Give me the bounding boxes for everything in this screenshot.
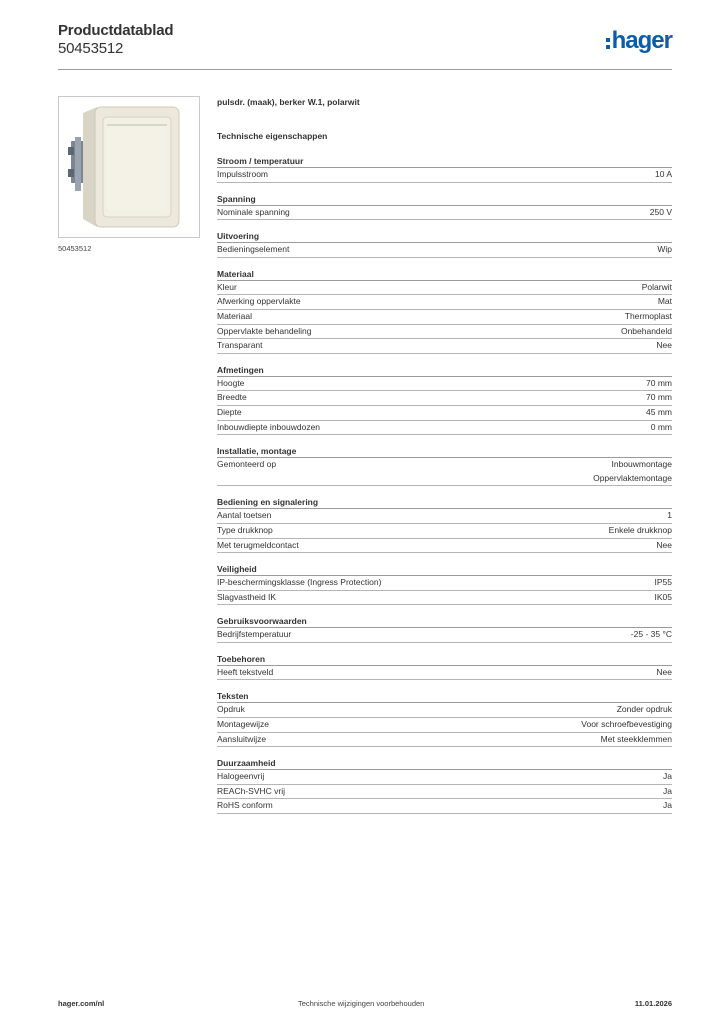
property-row <box>217 524 672 539</box>
property-value <box>657 243 672 257</box>
footer-website: hager.com/nl <box>58 999 105 1008</box>
property-section <box>217 193 672 221</box>
property-value <box>663 785 672 799</box>
property-row <box>217 168 672 183</box>
property-value-line: Onbehandeld <box>620 325 672 336</box>
property-label: IP-beschermingsklasse (Ingress Protection) <box>217 577 382 588</box>
property-row <box>217 785 672 800</box>
property-value <box>609 524 672 538</box>
property-value-line: 1 <box>667 510 672 521</box>
property-value <box>581 718 672 732</box>
property-label: Type drukknop <box>217 524 273 535</box>
property-label: Aansluitwijze <box>217 733 267 744</box>
property-label: Gemonteerd op <box>217 459 277 470</box>
property-value <box>625 310 672 324</box>
property-row <box>217 539 672 554</box>
property-label: Bedrijfstemperatuur <box>217 629 292 640</box>
property-label: Slagvastheid IK <box>217 591 277 602</box>
property-value <box>601 733 672 747</box>
property-value-line: Oppervlaktemontage <box>593 472 672 483</box>
logo-wordmark: hager <box>611 27 672 54</box>
section-title: Afmetingen <box>217 364 672 377</box>
property-label: Materiaal <box>217 310 252 321</box>
property-section <box>217 690 672 747</box>
property-label: Bedieningselement <box>217 244 290 255</box>
property-value <box>658 295 672 309</box>
property-value-line: Voor schroefbevestiging <box>581 719 672 730</box>
push-button-switch-illustration <box>59 97 201 239</box>
product-image <box>58 96 200 238</box>
property-value-line: Thermoplast <box>624 310 672 321</box>
property-value <box>646 391 672 405</box>
product-content <box>217 95 672 814</box>
property-section <box>217 445 672 486</box>
property-value-line: Ja <box>663 785 672 796</box>
property-value <box>663 770 672 784</box>
logo-dots-icon <box>606 38 610 49</box>
property-row <box>217 406 672 421</box>
property-value <box>656 666 672 680</box>
property-section <box>217 230 672 258</box>
property-value-line: Polarwit <box>641 281 672 292</box>
section-title: Duurzaamheid <box>217 757 672 770</box>
property-value-line: Zonder opdruk <box>616 704 672 715</box>
property-row <box>217 295 672 310</box>
property-label: Impulsstroom <box>217 169 269 179</box>
property-label: Kleur <box>217 281 237 292</box>
property-section <box>217 615 672 643</box>
technical-properties-title: Technische eigenschappen <box>217 131 328 141</box>
property-row <box>217 391 672 406</box>
property-label: Heeft tekstveld <box>217 666 274 677</box>
property-label: Oppervlakte behandeling <box>217 325 312 336</box>
property-value-line: Met steekklemmen <box>600 733 672 744</box>
property-value <box>655 576 673 590</box>
property-value-line: IK05 <box>654 591 672 602</box>
property-value-line: 10 A <box>654 169 672 179</box>
property-value-line: Nee <box>656 340 672 351</box>
property-row <box>217 628 672 643</box>
property-row <box>217 703 672 718</box>
section-title: Spanning <box>217 193 672 206</box>
property-value-line: Ja <box>663 771 672 782</box>
property-row <box>217 339 672 354</box>
property-value-line: Enkele drukknop <box>608 524 672 535</box>
property-value <box>621 325 672 339</box>
product-number: 50453512 <box>58 40 124 57</box>
property-value <box>593 458 672 485</box>
property-value-line: Nee <box>656 539 672 550</box>
property-section <box>217 364 672 435</box>
property-value-line: 250 V <box>649 206 672 217</box>
property-value-line: Wip <box>657 244 672 255</box>
property-row <box>217 458 672 486</box>
property-section <box>217 496 672 553</box>
property-value-line: IP55 <box>654 577 672 588</box>
property-value <box>655 168 672 182</box>
property-value-line: 70 mm <box>646 392 672 403</box>
section-title: Toebehoren <box>217 653 672 666</box>
property-section <box>217 563 672 605</box>
property-value <box>646 377 672 391</box>
property-label: REACh-SVHC vrij <box>217 785 286 796</box>
property-row <box>217 733 672 748</box>
product-description: pulsdr. (maak), berker W.1, polarwit <box>217 97 360 107</box>
property-label: Montagewijze <box>217 719 269 730</box>
property-section <box>217 155 672 183</box>
image-caption: 50453512 <box>58 244 92 253</box>
property-value-line: -25 - 35 °C <box>630 629 672 640</box>
property-row <box>217 509 672 524</box>
property-value <box>667 509 672 523</box>
property-row <box>217 377 672 392</box>
property-row <box>217 591 672 606</box>
property-value <box>642 281 672 295</box>
section-title: Gebruiksvoorwaarden <box>217 615 672 628</box>
property-row <box>217 666 672 681</box>
section-title: Teksten <box>217 690 672 703</box>
property-section <box>217 268 672 354</box>
property-label: Nominale spanning <box>217 206 290 217</box>
section-title: Installatie, montage <box>217 445 672 458</box>
property-row <box>217 281 672 296</box>
property-label: Hoogte <box>217 377 245 388</box>
property-row <box>217 718 672 733</box>
property-section <box>217 757 672 814</box>
property-label: Aantal toetsen <box>217 510 272 521</box>
property-value-line: Nee <box>656 666 672 677</box>
property-label: Halogeenvrij <box>217 771 265 782</box>
property-label: Met terugmeldcontact <box>217 539 299 550</box>
property-value-line: 0 mm <box>650 421 672 432</box>
property-value-line: Ja <box>663 800 672 811</box>
section-title: Bediening en signalering <box>217 496 672 509</box>
property-value <box>650 206 672 220</box>
property-value <box>646 406 672 420</box>
property-value-line: Mat <box>657 296 672 307</box>
property-value <box>651 421 672 435</box>
property-label: Opdruk <box>217 704 245 715</box>
property-label: Diepte <box>217 406 242 417</box>
property-label: Inbouwdiepte inbouwdozen <box>217 421 321 432</box>
property-label: Afwerking oppervlakte <box>217 296 301 307</box>
section-title: Veiligheid <box>217 563 672 576</box>
page-header <box>58 20 672 70</box>
section-title: Uitvoering <box>217 230 672 243</box>
hager-logo <box>606 28 672 54</box>
property-label: Transparant <box>217 340 263 351</box>
property-row <box>217 325 672 340</box>
property-row <box>217 799 672 814</box>
property-value-line: 45 mm <box>646 406 672 417</box>
property-row <box>217 310 672 325</box>
footer-disclaimer: Technische wijzigingen voorbehouden <box>298 999 425 1008</box>
properties-sections <box>217 155 672 814</box>
footer-date: 11.01.2026 <box>634 999 672 1008</box>
property-label: Breedte <box>217 392 247 403</box>
property-row <box>217 421 672 436</box>
property-value <box>663 799 672 813</box>
property-row <box>217 206 672 221</box>
property-value <box>631 628 672 642</box>
document-title: Productdatablad <box>58 22 174 39</box>
property-value-line: 70 mm <box>646 377 672 388</box>
property-value <box>617 703 672 717</box>
property-value <box>655 591 673 605</box>
property-value <box>656 339 672 353</box>
property-section <box>217 653 672 681</box>
property-row <box>217 576 672 591</box>
section-title: Stroom / temperatuur <box>217 155 672 168</box>
section-title: Materiaal <box>217 268 672 281</box>
property-label: RoHS conform <box>217 800 273 811</box>
property-row <box>217 770 672 785</box>
property-value-line: Inbouwmontage <box>611 459 672 470</box>
property-row <box>217 243 672 258</box>
property-value <box>656 539 672 553</box>
